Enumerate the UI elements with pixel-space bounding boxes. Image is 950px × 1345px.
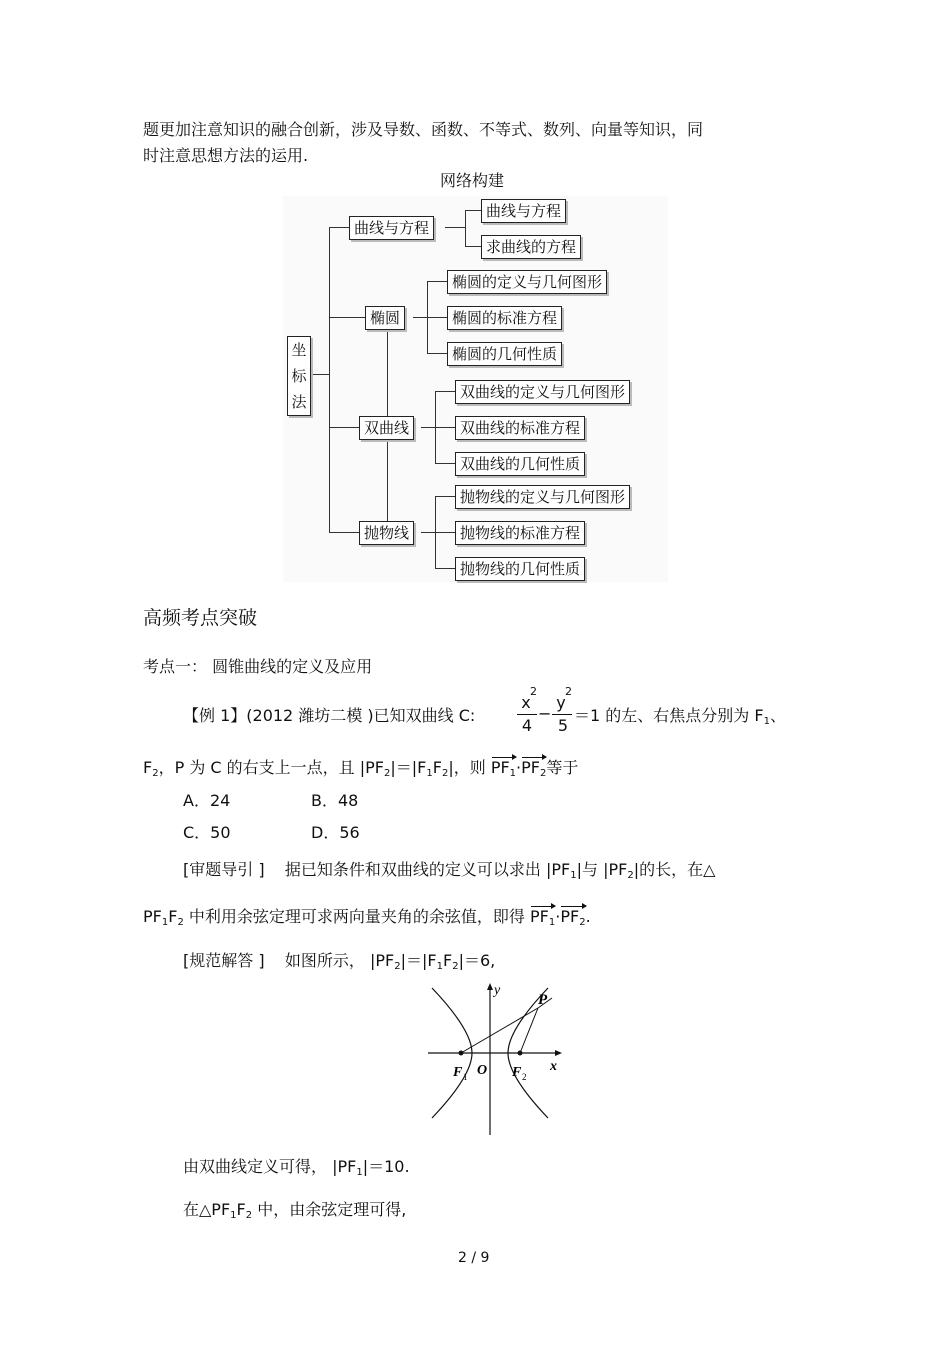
triangle-line: 在△PF1F2 中，由余弦定理可得,: [183, 1200, 407, 1221]
option-d: D．56: [311, 823, 360, 842]
item-parabola-definition: 抛物线的定义与几何图形: [455, 485, 630, 509]
item-ellipse-definition: 椭圆的定义与几何图形: [447, 270, 607, 294]
concept-map: [283, 196, 668, 582]
example-eq-rest: ＝1 的左、右焦点分别为 F1、: [574, 706, 786, 727]
branch-hyperbola: 双曲线: [359, 416, 414, 440]
option-a: A．24: [183, 791, 231, 810]
label-o: O: [477, 1063, 488, 1078]
frac1-num: x: [521, 693, 531, 712]
branch-ellipse: 椭圆: [365, 306, 405, 330]
hyperbola-figure: [420, 980, 570, 1140]
label-f2: F: [512, 1065, 522, 1080]
label-y: y: [494, 983, 501, 998]
intro-line-2: 时注意思想方法的运用.: [143, 146, 309, 165]
branch-curve-equation: 曲线与方程: [349, 216, 434, 240]
example-prefix: 【例 1】(2012 潍坊二模 )已知双曲线 C:: [183, 706, 476, 725]
guide-line-2: PF1F2 中利用余弦定理可求两向量夹角的余弦值，即得 PF1·PF2.: [143, 906, 591, 931]
segment-f2p: [520, 1008, 538, 1053]
item-hyperbola-definition: 双曲线的定义与几何图形: [455, 380, 630, 404]
item-hyperbola-standard: 双曲线的标准方程: [455, 416, 585, 440]
root-label: 坐标法: [291, 341, 307, 411]
minus-sign: −: [538, 704, 552, 723]
item-ellipse-properties: 椭圆的几何性质: [447, 342, 562, 366]
section-title: 高频考点突破: [143, 607, 258, 629]
definition-line: 由双曲线定义可得， |PF1|＝10.: [183, 1157, 410, 1178]
frac2-num: y: [556, 693, 566, 712]
label-p: P: [538, 992, 548, 1008]
x-axis-arrow: [555, 1050, 562, 1056]
item-hyperbola-properties: 双曲线的几何性质: [455, 452, 585, 476]
label-x: x: [550, 1059, 557, 1074]
kaodian-title: 考点一： 圆锥曲线的定义及应用: [143, 657, 373, 676]
item-parabola-standard: 抛物线的标准方程: [455, 521, 585, 545]
segment-f1p: [461, 1008, 538, 1053]
frac2-den: 5: [557, 716, 569, 735]
vector-pf2: PF2: [521, 757, 546, 782]
item-find-curve-equation: 求曲线的方程: [481, 235, 581, 259]
item-ellipse-standard: 椭圆的标准方程: [447, 306, 562, 330]
option-b: B．48: [311, 791, 359, 810]
label-f1: F: [453, 1065, 463, 1080]
vector-pf1-b: PF1: [530, 906, 555, 931]
point-f1: [459, 1051, 464, 1056]
vector-pf1: PF1: [491, 757, 516, 782]
solution-line: [规范解答 ] 如图所示， |PF2|＝|F1F2|＝6,: [183, 951, 496, 972]
label-f2-sub: 2: [522, 1072, 527, 1082]
item-curve-equation: 曲线与方程: [481, 199, 566, 223]
y-axis-arrow: [487, 983, 493, 990]
diagram-title: 网络构建: [440, 171, 505, 190]
item-parabola-properties: 抛物线的几何性质: [455, 557, 585, 581]
frac1-sup: 2: [530, 685, 537, 698]
page-number: 2 / 9: [458, 1250, 490, 1266]
example-line-2: F2，P 为 C 的右支上一点，且 |PF2|＝|F1F2|，则 PF1·PF2等于: [143, 757, 578, 782]
branch-parabola: 抛物线: [359, 521, 414, 545]
option-c: C．50: [183, 823, 231, 842]
guide-line-1: [审题导引 ] 据已知条件和双曲线的定义可以求出 |PF1|与 |PF2|的长，在△: [183, 860, 716, 881]
intro-line-1: 题更加注意知识的融合创新，涉及导数、函数、不等式、数列、向量等知识，同: [143, 120, 704, 139]
frac1-den: 4: [521, 716, 533, 735]
label-f1-sub: 1: [463, 1072, 468, 1082]
root-box: [287, 336, 311, 416]
frac2-sup: 2: [565, 685, 572, 698]
point-f2: [518, 1051, 523, 1056]
vector-pf2-b: PF2: [560, 906, 585, 931]
